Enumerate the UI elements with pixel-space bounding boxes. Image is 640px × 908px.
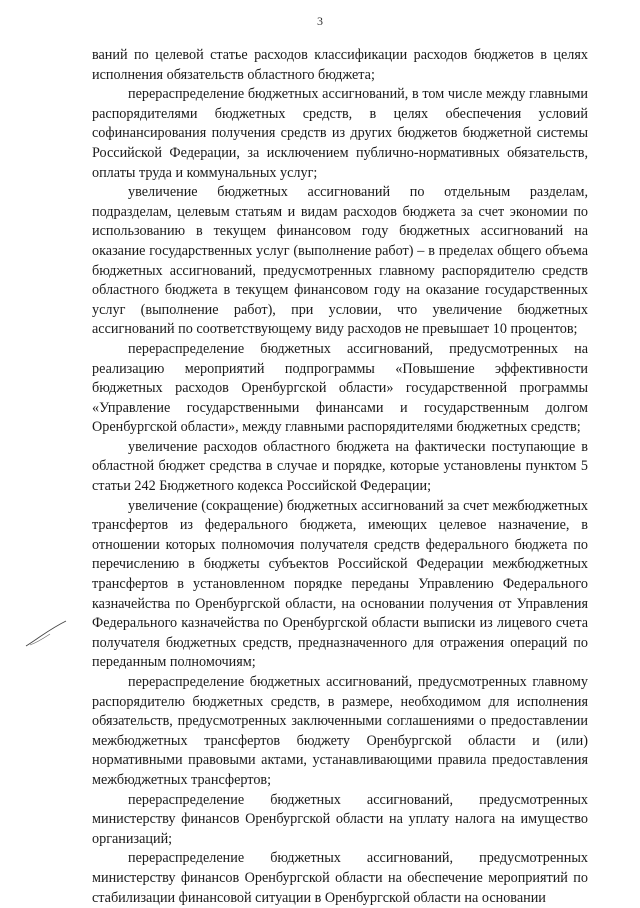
paragraph-1: ваний по целевой статье расходов классификации расходов бюджетов в целях исполнения обязательств областного бюджета; [92, 47, 588, 83]
paragraph-8: перераспределение бюджетных ассигнований, предусмотренных министерству финансов Оренбургской области на уплату налога на имущество организаций; [92, 791, 588, 847]
paragraph-6: увеличение (сокращение) бюджетных ассигнований за счет межбюджетных трансфертов из федерального бюджета, имеющих целевое назначение, в отношении которых полномочия получателя средств федерального бюджета по перечислению в бюджеты субъектов Российской Федерации межбюджетных трансфертов в установленном порядке переданы Управлению Федерального казначейства по Оренбургской области, на основании получения от Управления Федерального казначейства по Оренбургской области выписки из лицевого счета получателя бюджетных средств, предназначенного для отражения операций по переданным полномочиям; [92, 497, 588, 671]
paragraph-5: увеличение расходов областного бюджета на фактически поступающие в областной бюджет средства в случае и порядке, которые установлены пунктом 5 статьи 242 Бюджетного кодекса Российской Федерации; [92, 438, 588, 495]
paragraph-4: перераспределение бюджетных ассигнований, предусмотренных на реализацию мероприятий подпрограммы «Повышение эффективности бюджетных расходов Оренбургской области» государственной программы «Управление государственными финансами и государственным долгом Оренбургской области», между главными распорядителями бюджетных средств; [92, 340, 588, 436]
paragraph-3: увеличение бюджетных ассигнований по отдельным разделам, подразделам, целевым статьям и видам расходов бюджета за счет экономии по использованию в текущем финансовом году бюджетных ассигнований на оказание государственных услуг (выполнение работ) – в пределах общего объема бюджетных ассигнований, предусмотренных главному распорядителю средств областного бюджета в текущем финансовом году на оказание государственных услуг (выполнение работ), при условии, что увеличение бюджетных ассигнований по соответствующему виду расходов не превышает 10 процентов; [92, 184, 588, 338]
paragraph-7: перераспределение бюджетных ассигнований, предусмотренных главному распорядителю бюджетных средств, в размере, необходимом для исполнения обязательств, предусмотренных заключенными соглашениями о предоставлении межбюджетных трансфертов бюджету Оренбургской области и (или) нормативными правовыми актами, устанавливающими правила предоставления межбюджетных трансфертов; [92, 674, 588, 788]
paragraph-2: перераспределение бюджетных ассигнований, в том числе между главными распорядителями бюджетных средств, в целях обеспечения условий софинансирования получения средств из других бюджетов бюджетной системы Российской Федерации, за исключением публично-нормативных обязательств, оплаты труда и коммунальных услуг; [92, 86, 588, 181]
page-number: 3 [317, 14, 323, 28]
document-body [92, 46, 588, 908]
pen-mark [24, 618, 68, 648]
paragraph-9: перераспределение бюджетных ассигнований, предусмотренных министерству финансов Оренбургской области на обеспечение мероприятий по стабилизации финансовой ситуации в Оренбургской области на основании [92, 850, 588, 906]
